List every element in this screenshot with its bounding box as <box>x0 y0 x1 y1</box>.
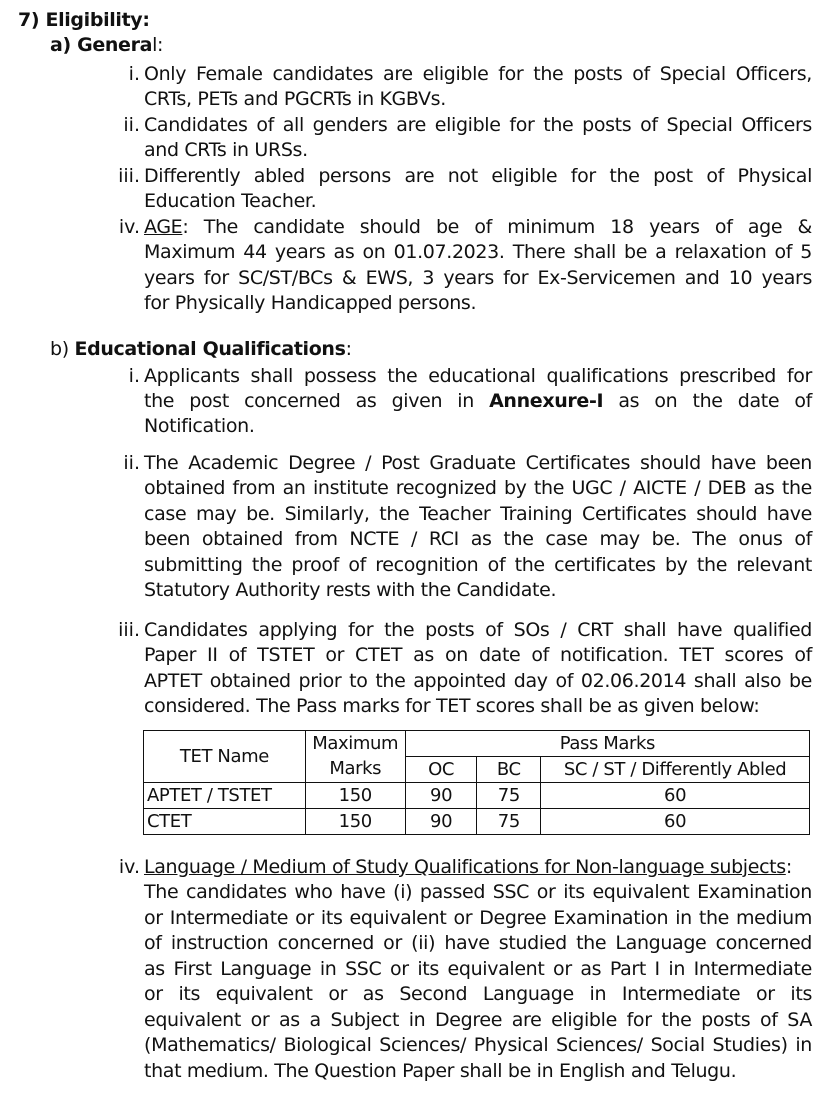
education-item-3-line-4: considered. The Pass marks for TET scores shall be as given below: <box>144 695 760 717</box>
general-item-1-line-2: CRTs, PETs and PGCRTs in KGBVs. <box>144 88 446 110</box>
education-item-4-line-4: as First Language in SSC or its equivalent or as Part I in Intermediate <box>144 958 812 980</box>
item-number: iv. <box>118 856 140 878</box>
education-item-2-line-6: Statutory Authority rests with the Candidate. <box>144 579 557 601</box>
tet-pass-marks-table <box>143 730 810 835</box>
education-item-1-line-1: Applicants shall possess the educational qualifications prescribed for <box>144 365 812 387</box>
education-item-2-line-2: obtained from an institute recognized by the UGC / AICTE / DEB as the <box>144 477 812 499</box>
education-item-2-line-3: case may be. Similarly, the Teacher Training Certificates should have <box>144 503 812 525</box>
education-item-2-line-5: submitting the proof of recognition of the certificates by the relevant <box>144 554 812 576</box>
education-item-2-line-1: The Academic Degree / Post Graduate Certificates should have been <box>144 452 812 474</box>
table-header-row <box>144 731 810 757</box>
general-item-4-line-3: years for SC/ST/BCs & EWS, 3 years for Ex-Servicemen and 10 years <box>144 267 812 289</box>
general-item-1-line-1: Only Female candidates are eligible for the posts of Special Officers, <box>144 63 812 85</box>
general-item-2-line-1: Candidates of all genders are eligible for the posts of Special Officers <box>144 114 812 136</box>
general-label-rest: l: <box>152 34 164 56</box>
education-item-4-line-2: or Intermediate or its equivalent or Degree Examination in the medium <box>144 907 812 929</box>
item-number: i. <box>128 63 140 85</box>
cell-tet-name: APTET / TSTET <box>144 783 306 809</box>
education-item-4-line-8: that medium. The Question Paper shall be in English and Telugu. <box>144 1060 737 1082</box>
item-number: i. <box>128 365 140 387</box>
language-medium-title: Language / Medium of Study Qualifications for Non-language subjects <box>144 856 786 878</box>
education-label-rest: : <box>345 338 352 360</box>
education-label-prefix: b) <box>50 338 75 360</box>
education-item-3-line-3: APTET obtained prior to the appointed day of 02.06.2014 shall also be <box>144 670 812 692</box>
general-item-3-line-2: Education Teacher. <box>144 190 317 212</box>
item-number: iv. <box>118 216 140 238</box>
education-label-bold: Educational Qualifications <box>74 338 346 360</box>
general-item-3-line-1: Differently abled persons are not eligible for the post of Physical <box>144 165 812 187</box>
education-item-4-line-6: equivalent or as a Subject in Degree are eligible for the posts of SA <box>144 1009 812 1031</box>
header-tet-name: TET Name <box>144 731 306 783</box>
education-item-1-line-3: Notification. <box>144 415 255 437</box>
line-2-post: as on the date of <box>603 390 812 412</box>
education-item-4-line-1: The candidates who have (i) passed SSC or its equivalent Examination <box>144 881 812 903</box>
cell-sc-st: 60 <box>541 783 810 809</box>
general-item-4-line-1 <box>144 215 812 240</box>
cell-oc: 90 <box>405 809 477 835</box>
cell-tet-name: CTET <box>144 809 306 835</box>
education-item-1-line-2 <box>144 389 812 414</box>
title-colon: : <box>785 856 792 878</box>
section-heading: 7) Eligibility: <box>18 9 150 31</box>
header-pass-marks: Pass Marks <box>405 731 809 757</box>
header-marks: Marks <box>305 757 405 783</box>
education-label <box>50 337 352 362</box>
general-item-4-line-2: Maximum 44 years as on 01.07.2023. There shall be a relaxation of 5 <box>144 241 812 263</box>
education-item-3-line-1: Candidates applying for the posts of SOs / CRT shall have qualified <box>144 619 812 641</box>
annexure-bold: Annexure-I <box>489 390 604 412</box>
cell-sc-st: 60 <box>541 809 810 835</box>
header-sc-st: SC / ST / Differently Abled <box>541 757 810 783</box>
header-oc: OC <box>405 757 477 783</box>
general-item-4-line-4: for Physically Handicapped persons. <box>144 292 477 314</box>
age-text: : The candidate should be of minimum 18 years of age & <box>182 216 812 238</box>
cell-max-marks: 150 <box>305 809 405 835</box>
table-row <box>144 809 810 835</box>
table-row <box>144 783 810 809</box>
line-2-pre: the post concerned as given in <box>144 390 490 412</box>
item-number: ii. <box>123 114 140 136</box>
education-item-4-title <box>144 855 792 880</box>
cell-bc: 75 <box>477 783 541 809</box>
item-number: ii. <box>123 452 140 474</box>
general-label <box>50 33 163 58</box>
education-item-4-line-7: (Mathematics/ Biological Sciences/ Physical Sciences/ Social Studies) in <box>144 1034 812 1056</box>
cell-oc: 90 <box>405 783 477 809</box>
general-item-2-line-2: and CRTs in URSs. <box>144 139 308 161</box>
education-item-4-line-5: or its equivalent or as Second Language in Intermediate or its <box>144 983 812 1005</box>
header-bc: BC <box>477 757 541 783</box>
item-number: iii. <box>118 619 140 641</box>
age-label: AGE <box>144 216 183 238</box>
education-item-3-line-2: Paper II of TSTET or CTET as on date of notification. TET scores of <box>144 644 812 666</box>
item-number: iii. <box>118 165 140 187</box>
header-maximum: Maximum <box>305 731 405 757</box>
education-item-4-line-3: of instruction concerned or (ii) have studied the Language concerned <box>144 932 812 954</box>
education-item-2-line-4: been obtained from NCTE / RCI as the case may be. The onus of <box>144 528 812 550</box>
cell-bc: 75 <box>477 809 541 835</box>
cell-max-marks: 150 <box>305 783 405 809</box>
general-label-bold: a) Genera <box>50 34 153 56</box>
